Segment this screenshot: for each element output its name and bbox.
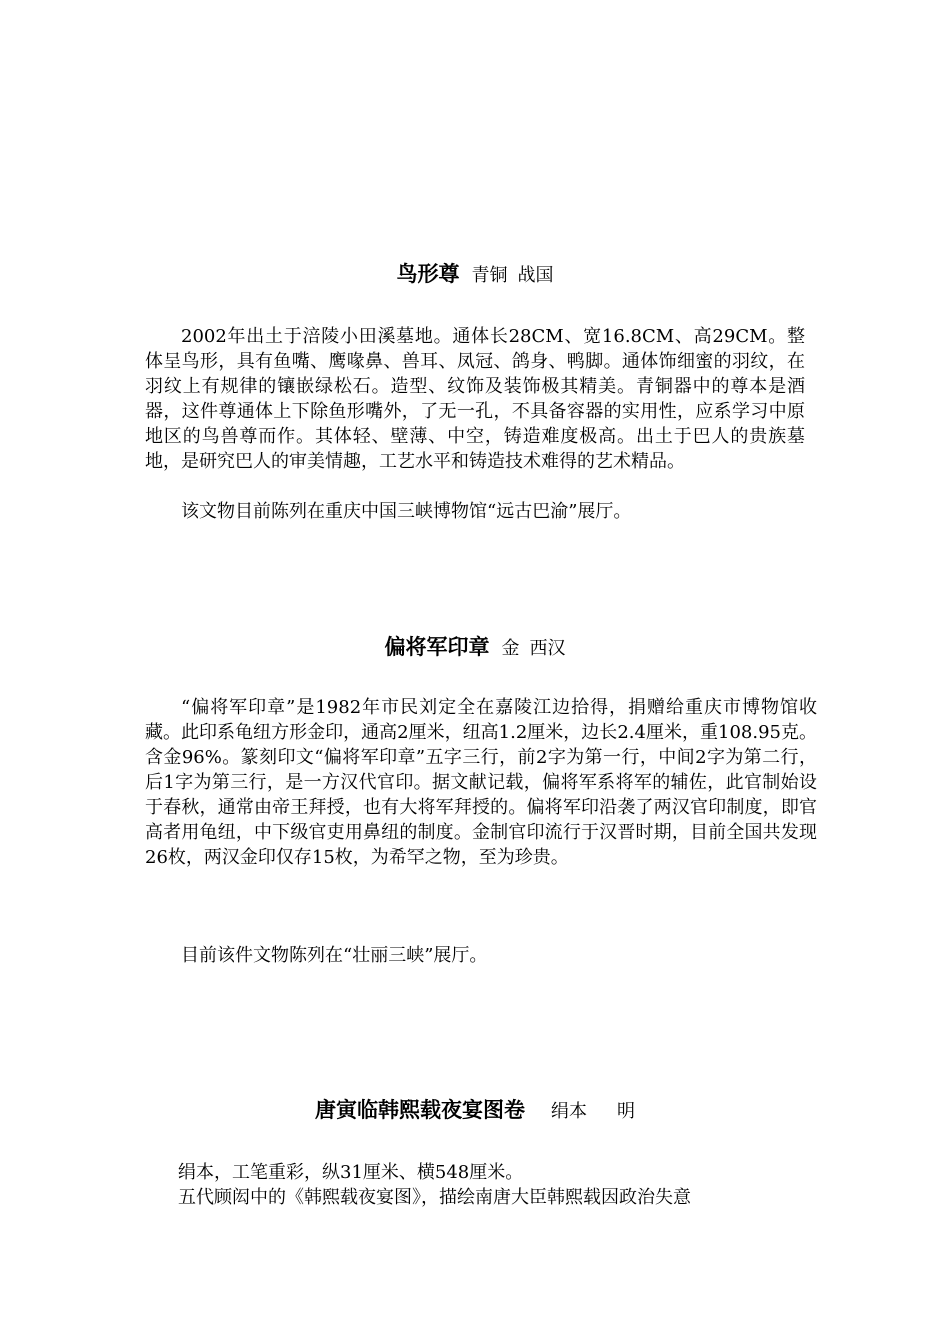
artifact-name: 唐寅临韩熙载夜宴图卷 <box>315 1098 525 1122</box>
entry-title-3 <box>0 1097 950 1125</box>
entry-title-2 <box>0 634 950 662</box>
artifact-material: 金 <box>501 638 520 659</box>
entry-1-description: 2002年出土于涪陵小田溪墓地。通体长28CM、宽16.8CM、高29CM。整体呈鸟形，具有鱼嘴、鹰喙鼻、兽耳、凤冠、鸽身、鸭脚。通体饰细蜜的羽纹，在羽纹上有规律的镶嵌绿松石。造型、纹饰及装饰极其精美。青铜器中的尊本是酒器，这件尊通体上下除鱼形嘴外，了无一孔，不具备容器的实用性，应系学习中原地区的鸟兽尊而作。其体轻、壁薄、中空，铸造难度极高。出土于巴人的贵族墓地，是研究巴人的审美情趣，工艺水平和铸造技术难得的艺术精品。 <box>145 326 805 472</box>
entry-2-location: 目前该件文物陈列在“壮丽三峡”展厅。 <box>181 945 488 966</box>
artifact-material: 绢本 <box>551 1101 587 1122</box>
artifact-name: 鸟形尊 <box>396 262 460 286</box>
artifact-period: 明 <box>617 1101 635 1122</box>
entry-title-1 <box>0 261 950 289</box>
entry-3-paragraph-1: 绢本，工笔重彩，纵31厘米、横548厘米。 <box>178 1162 524 1183</box>
artifact-material: 青铜 <box>471 265 508 286</box>
entry-1-location: 该文物目前陈列在重庆中国三峡博物馆“远古巴渝”展厅。 <box>181 501 632 522</box>
artifact-period: 西汉 <box>529 638 566 659</box>
entry-2-description: “偏将军印章”是1982年市民刘定全在嘉陵江边拾得，捐赠给重庆市博物馆收藏。此印系龟纽方形金印，通高2厘米，纽高1.2厘米，边长2.4厘米，重108.95克。含金96%。篆刻印文“偏将军印章”五字三行，前2字为第一行，中间2字为第二行，后1字为第三行，是一方汉代官印。据文献记载，偏将军系将军的辅佐，此官制始设于春秋，通常由帝王拜授，也有大将军拜授的。偏将军印沿袭了两汉官印制度，即官高者用龟纽，中下级官吏用鼻纽的制度。金制官印流行于汉晋时期，目前全国共发现26枚，两汉金印仅存15枚，为希罕之物，至为珍贵。 <box>145 697 817 868</box>
entry-3-paragraph-2: 五代顾闳中的《韩熙载夜宴图》，描绘南唐大臣韩熙载因政治失意 <box>178 1187 691 1208</box>
artifact-name: 偏将军印章 <box>384 635 490 659</box>
artifact-period: 战国 <box>517 265 554 286</box>
